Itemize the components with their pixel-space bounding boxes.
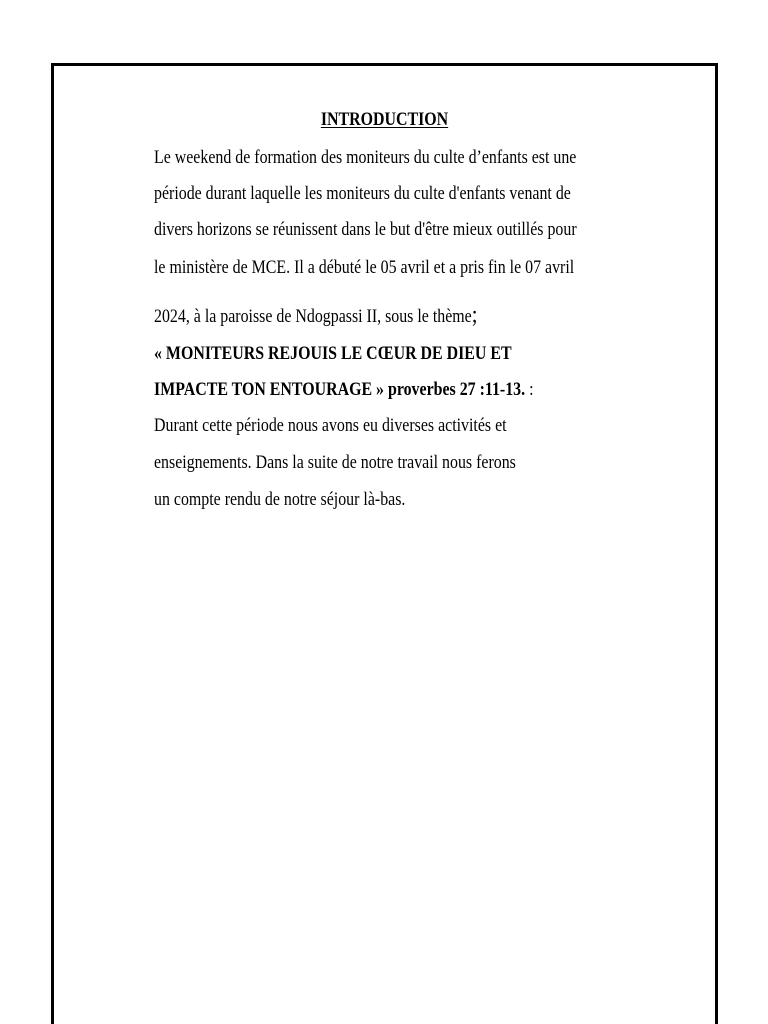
theme-line-1: « MONITEURS REJOUIS LE CŒUR DE DIEU ET: [154, 344, 512, 364]
paragraph-line-4: le ministère de MCE. Il a débuté le 05 avril et a pris fin le 07 avril: [154, 258, 575, 278]
theme-intro-text: 2024, à la paroisse de Ndogpassi II, sous le thème: [154, 307, 472, 327]
section-title: INTRODUCTION: [320, 110, 449, 130]
theme-semicolon: ;: [471, 302, 478, 328]
paragraph-line-1: Le weekend de formation des moniteurs du culte d’enfants est une: [154, 148, 577, 168]
theme-line-2: [154, 380, 534, 401]
paragraph-line-10: un compte rendu de notre séjour là-bas.: [154, 490, 406, 510]
paragraph-line-9: enseignements. Dans la suite de notre travail nous ferons: [154, 453, 516, 473]
theme-verse-text: IMPACTE TON ENTOURAGE » proverbes 27 :11-13.: [154, 380, 526, 400]
paragraph-line-8: Durant cette période nous avons eu diverses activités et: [154, 416, 507, 436]
page-border: [51, 63, 718, 1024]
paragraph-line-5: [154, 303, 477, 328]
paragraph-line-2: période durant laquelle les moniteurs du culte d'enfants venant de: [154, 184, 571, 204]
paragraph-line-3: divers horizons se réunissent dans le but d'être mieux outillés pour: [154, 220, 577, 240]
theme-verse-suffix: :: [525, 380, 534, 400]
